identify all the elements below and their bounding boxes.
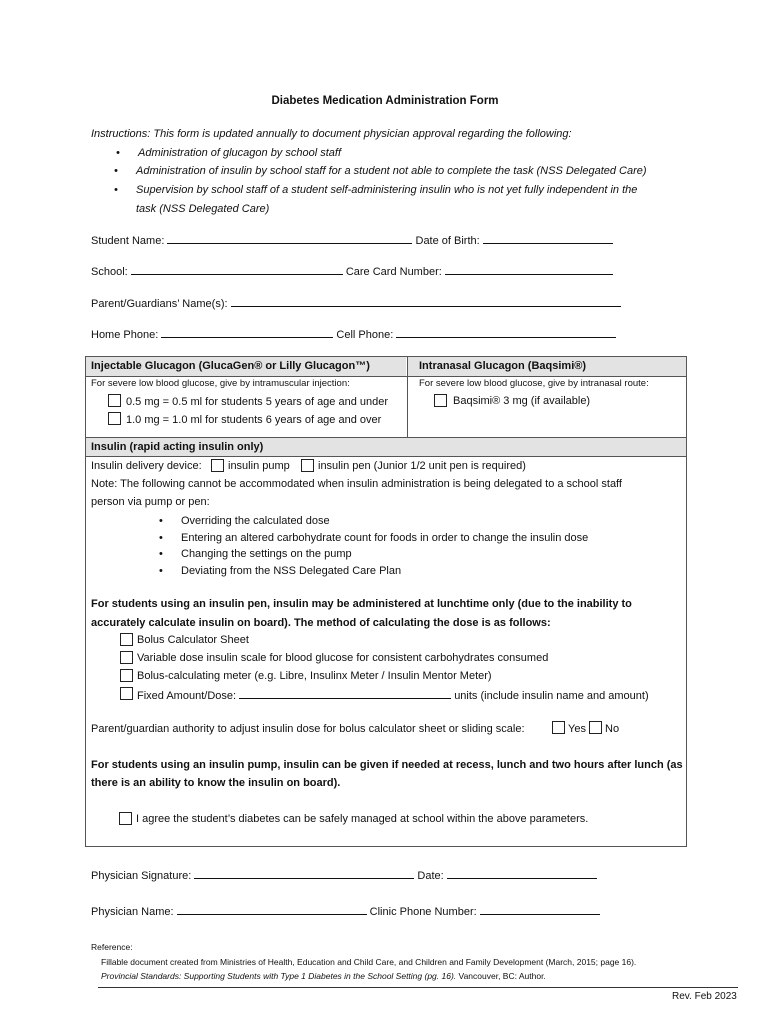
clinic-phone-label: Clinic Phone Number: xyxy=(369,906,477,918)
insulin-pump-label: insulin pump xyxy=(228,460,290,472)
reference-line2 xyxy=(101,971,546,981)
baqsimi-checkbox[interactable] xyxy=(434,394,447,407)
bolus-meter-checkbox[interactable] xyxy=(120,669,133,682)
injectable-glucagon-header: Injectable Glucagon (GlucaGen® or Lilly Glucagon™) xyxy=(86,357,406,376)
variable-scale-label: Variable dose insulin scale for blood glucose for consistent carbohydrates consumed xyxy=(137,652,549,664)
physician-signature-label: Physician Signature: xyxy=(91,870,192,882)
authority-no-label: No xyxy=(605,723,620,735)
variable-scale-checkbox[interactable] xyxy=(120,651,133,664)
restriction-item: • Entering an altered carbohydrate count for foods in order to change the insulin dose xyxy=(181,532,588,544)
physician-name-line[interactable] xyxy=(177,904,367,915)
insulin-header: Insulin (rapid acting insulin only) xyxy=(86,438,686,456)
home-phone-label: Home Phone: xyxy=(91,329,159,341)
glucagon-under5-label: 0.5 mg = 0.5 ml for students 5 years of age and under xyxy=(126,396,389,408)
parent-field[interactable] xyxy=(91,296,621,310)
student-name-field[interactable] xyxy=(91,233,613,247)
care-card-line[interactable] xyxy=(445,264,613,275)
physician-date-line[interactable] xyxy=(447,868,597,879)
physician-date-label: Date: xyxy=(417,870,444,882)
school-line[interactable] xyxy=(131,264,343,275)
agree-label: I agree the student’s diabetes can be safely managed at school within the above parameters. xyxy=(136,813,589,825)
restriction-item: • Deviating from the NSS Delegated Care Plan xyxy=(181,565,401,577)
authority-label: Parent/guardian authority to adjust insulin dose for bolus calculator sheet or sliding scale: xyxy=(91,723,525,735)
care-card-label: Care Card Number: xyxy=(345,266,442,278)
parent-label: Parent/Guardians’ Name(s): xyxy=(91,298,228,310)
student-name-line[interactable] xyxy=(167,233,412,244)
insulin-note-line2: person via pump or pen: xyxy=(91,496,210,508)
pen-note-line1: For students using an insulin pen, insulin may be administered at lunchtime only (due to the inability to xyxy=(91,598,632,610)
glucagon-over6-label: 1.0 mg = 1.0 ml for students 6 years of age and over xyxy=(126,414,382,426)
pen-note-line2: accurately calculate insulin on board). The method of calculating the dose is as follows: xyxy=(91,617,551,629)
clinic-phone-line[interactable] xyxy=(480,904,600,915)
glucagon-under5-checkbox[interactable] xyxy=(108,394,121,407)
dob-line[interactable] xyxy=(483,233,613,244)
bolus-sheet-label: Bolus Calculator Sheet xyxy=(137,634,249,646)
instruction-bullet-continued: task (NSS Delegated Care) xyxy=(136,203,270,215)
revision-date: Rev. Feb 2023 xyxy=(672,991,737,1002)
authority-no-checkbox[interactable] xyxy=(589,721,602,734)
parent-line[interactable] xyxy=(231,296,621,307)
school-label: School: xyxy=(91,266,128,278)
authority-yes-label: Yes xyxy=(568,723,586,735)
page-title: Diabetes Medication Administration Form xyxy=(271,95,499,107)
fixed-dose-field[interactable] xyxy=(137,688,649,702)
insulin-pen-checkbox[interactable] xyxy=(301,459,314,472)
intranasal-glucagon-header: Intranasal Glucagon (Baqsimi®) xyxy=(407,357,686,376)
footer-divider xyxy=(98,987,738,988)
restriction-item: • Overriding the calculated dose xyxy=(181,515,330,527)
fixed-dose-line[interactable] xyxy=(239,688,451,699)
reference-heading: Reference: xyxy=(91,942,133,952)
school-field[interactable] xyxy=(91,264,613,278)
instruction-bullet: • Administration of glucagon by school staff xyxy=(138,147,341,159)
student-name-label: Student Name: xyxy=(91,235,165,247)
bolus-sheet-checkbox[interactable] xyxy=(120,633,133,646)
fixed-dose-checkbox[interactable] xyxy=(120,687,133,700)
authority-yes-checkbox[interactable] xyxy=(552,721,565,734)
instructions-intro: Instructions: This form is updated annually to document physician approval regarding the following: xyxy=(91,128,572,140)
instruction-bullet: • Administration of insulin by school staff for a student not able to complete the task (NSS Delegated Care) xyxy=(136,165,647,177)
baqsimi-label: Baqsimi® 3 mg (if available) xyxy=(453,395,591,407)
physician-signature-line[interactable] xyxy=(194,868,414,879)
fixed-dose-units: units (include insulin name and amount) xyxy=(454,690,649,702)
restriction-item: • Changing the settings on the pump xyxy=(181,548,352,560)
physician-signature-field[interactable] xyxy=(91,868,597,882)
bolus-meter-label: Bolus-calculating meter (e.g. Libre, Insulinx Meter / Insulin Mentor Meter) xyxy=(137,670,492,682)
intranasal-desc: For severe low blood glucose, give by intranasal route: xyxy=(419,378,649,389)
dob-label: Date of Birth: xyxy=(415,235,480,247)
physician-name-field[interactable] xyxy=(91,904,600,918)
cell-phone-label: Cell Phone: xyxy=(336,329,394,341)
medication-table xyxy=(85,356,687,847)
pump-note-line1: For students using an insulin pump, insulin can be given if needed at recess, lunch and two hours after lunch (as xyxy=(91,759,683,771)
pump-note-line2: there is an ability to know the insulin on board). xyxy=(91,777,341,789)
reference-line1: Fillable document created from Ministries of Health, Education and Child Care, and Children and Family Development (March, 2015; page 16). xyxy=(101,957,637,967)
insulin-note-line1: Note: The following cannot be accommodated when insulin administration is being delegated to a school staff xyxy=(91,478,622,490)
home-phone-line[interactable] xyxy=(161,327,333,338)
physician-name-label: Physician Name: xyxy=(91,906,174,918)
insulin-pump-checkbox[interactable] xyxy=(211,459,224,472)
fixed-dose-label: Fixed Amount/Dose: xyxy=(137,690,237,702)
agree-checkbox[interactable] xyxy=(119,812,132,825)
phone-field[interactable] xyxy=(91,327,616,341)
glucagon-over6-checkbox[interactable] xyxy=(108,412,121,425)
injectable-desc: For severe low blood glucose, give by intramuscular injection: xyxy=(91,378,350,389)
reference-publisher: Vancouver, BC: Author. xyxy=(456,971,546,981)
instruction-bullet: • Supervision by school staff of a student self-administering insulin who is not yet fully independent in the xyxy=(136,184,637,196)
insulin-device-label: Insulin delivery device: xyxy=(91,460,202,472)
insulin-pen-label: insulin pen (Junior 1/2 unit pen is required) xyxy=(318,460,526,472)
cell-phone-line[interactable] xyxy=(396,327,616,338)
reference-title: Provincial Standards: Supporting Students with Type 1 Diabetes in the School Setting (pg. 16). xyxy=(101,971,457,981)
